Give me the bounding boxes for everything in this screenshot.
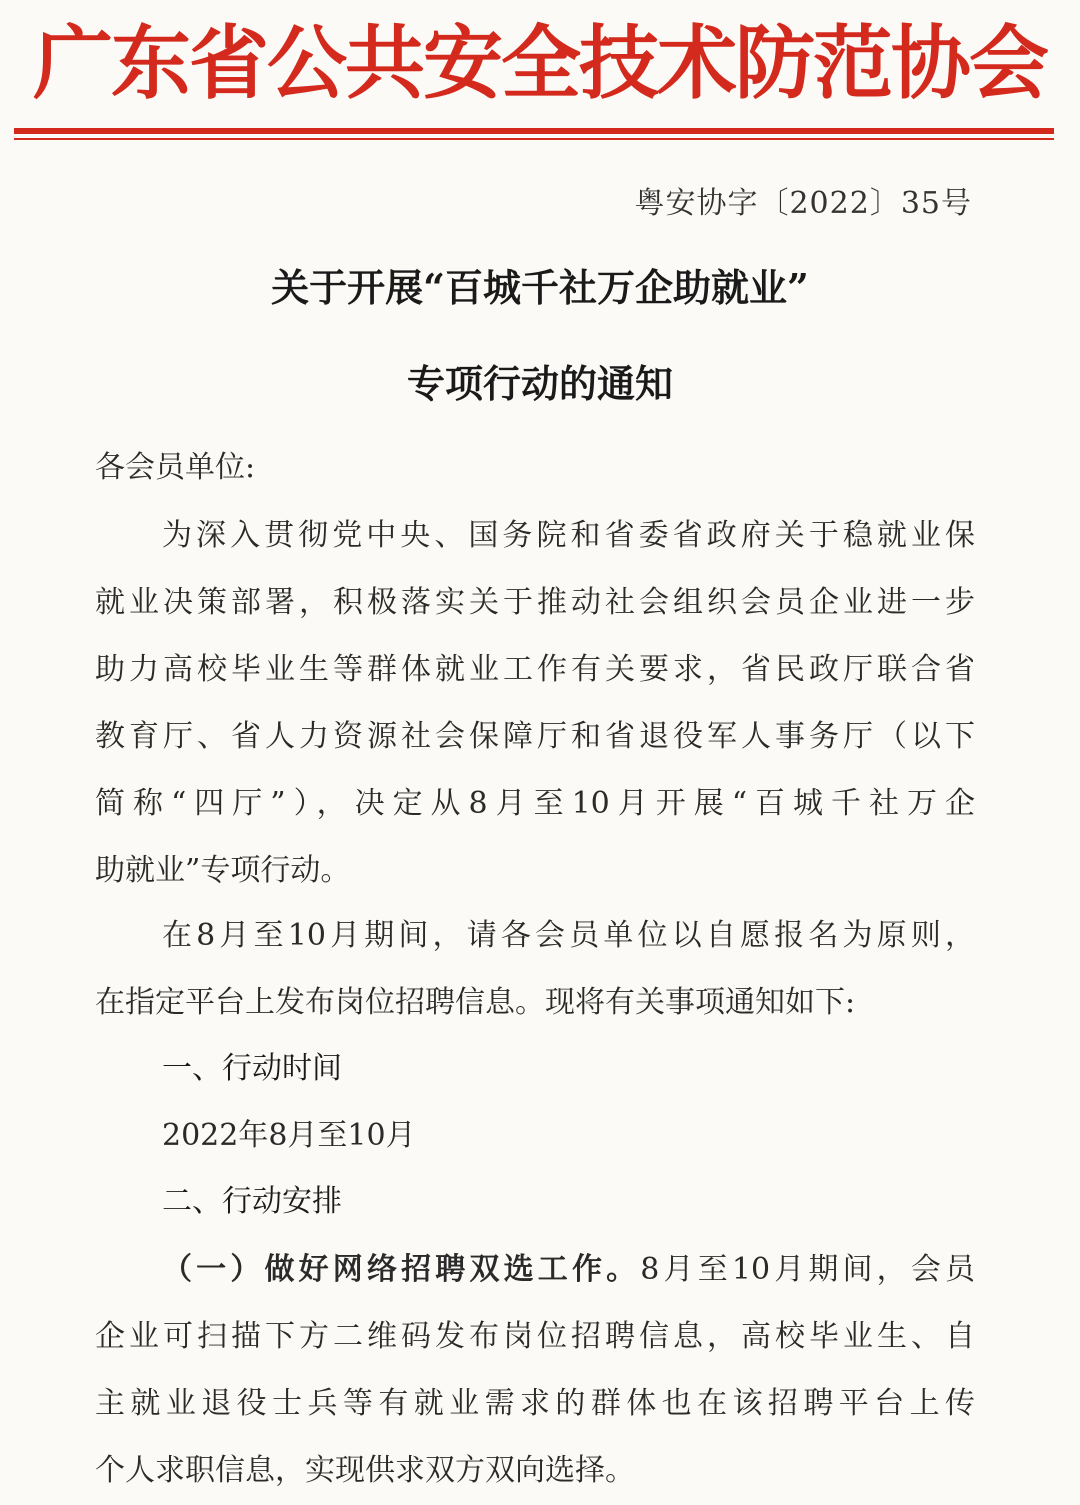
document-number: 粤安协字〔2022〕35号 (634, 186, 972, 221)
section-2-item-1-first-line (162, 1248, 975, 1292)
letterhead-rule-thin (14, 138, 1054, 140)
paragraph-1-line: 就业决策部署，积极落实关于推动社会组织会员企业进一步 (95, 585, 975, 620)
letterhead-rule-thick (14, 128, 1054, 134)
paragraph-2-line: 在指定平台上发布岗位招聘信息。现将有关事项通知如下: (95, 985, 856, 1020)
letterhead-org-name: 广东省公共安全技术防范协会 (33, 17, 1047, 110)
title-line-2: 专项行动的通知 (406, 361, 673, 406)
paragraph-1-line: 教育厅、省人力资源社会保障厅和省退役军人事务厅（以下 (95, 719, 975, 754)
paragraph-1-line: 为深入贯彻党中央、国务院和省委省政府关于稳就业保 (162, 518, 975, 553)
section-2-item-1-line: 主就业退役士兵等有就业需求的群体也在该招聘平台上传 (95, 1386, 975, 1421)
section-1-heading: 一、行动时间 (162, 1051, 342, 1086)
paragraph-1-line: 助就业”专项行动。 (95, 853, 351, 888)
section-1-content: 2022年8月至10月 (162, 1118, 416, 1153)
paragraph-2-line: 在8月至10月期间，请各会员单位以自愿报名为原则， (162, 918, 975, 953)
title-line-1: 关于开展“百城千社万企助就业” (271, 265, 809, 310)
paragraph-1-line: 简称“四厅”），决定从8月至10月开展“百城千社万企 (95, 786, 975, 821)
salutation: 各会员单位: (95, 450, 256, 485)
section-2-item-1-heading: （一）做好网络招聘双选工作。 (162, 1252, 641, 1287)
section-2-item-1-line: 个人求职信息，实现供求双方双向选择。 (95, 1453, 635, 1488)
section-2-heading: 二、行动安排 (162, 1184, 342, 1219)
section-2-item-1-text: 8月至10月期间，会员 (640, 1252, 976, 1287)
section-2-item-1-line: 企业可扫描下方二维码发布岗位招聘信息，高校毕业生、自 (95, 1319, 975, 1354)
paragraph-1-line: 助力高校毕业生等群体就业工作有关要求，省民政厅联合省 (95, 652, 975, 687)
